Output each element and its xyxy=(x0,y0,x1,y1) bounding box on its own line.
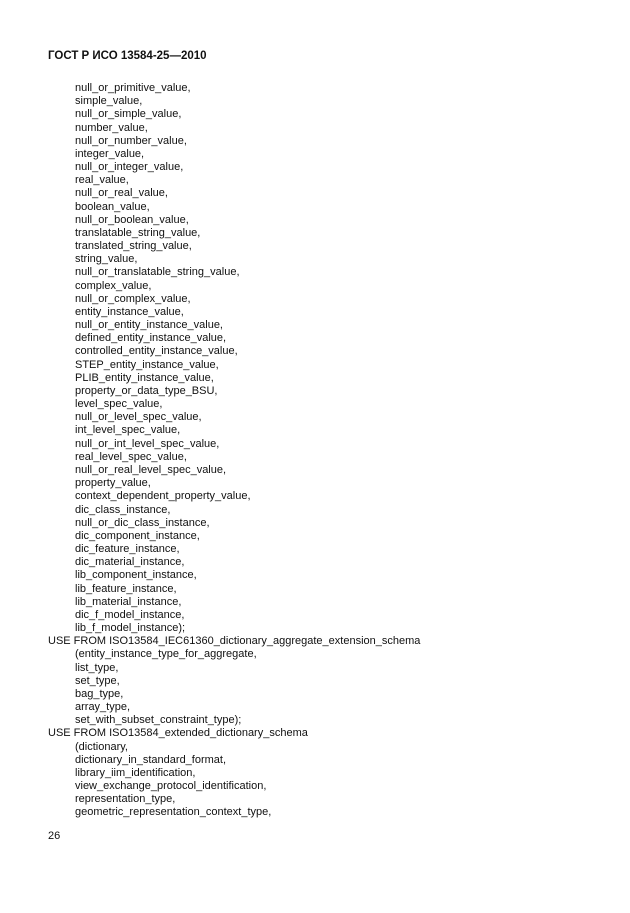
schema-line: view_exchange_protocol_identification, xyxy=(75,780,267,793)
schema-line: controlled_entity_instance_value, xyxy=(75,345,238,358)
schema-line: null_or_dic_class_instance, xyxy=(75,516,210,529)
schema-line: set_with_subset_constraint_type); xyxy=(75,714,242,727)
schema-line: array_type, xyxy=(75,701,131,714)
schema-line: integer_value, xyxy=(75,147,145,160)
document-header: ГОСТ Р ИСО 13584-25—2010 xyxy=(48,50,207,62)
schema-line: string_value, xyxy=(75,253,138,266)
schema-line: dic_material_instance, xyxy=(75,556,185,569)
schema-line: defined_entity_instance_value, xyxy=(75,332,227,345)
schema-line: null_or_int_level_spec_value, xyxy=(75,437,220,450)
schema-text-block xyxy=(48,82,420,820)
schema-line: PLIB_entity_instance_value, xyxy=(75,371,214,384)
schema-line: simple_value, xyxy=(75,95,143,108)
page-number: 26 xyxy=(48,830,61,842)
schema-line: null_or_real_level_spec_value, xyxy=(75,463,227,476)
schema-line: property_or_data_type_BSU, xyxy=(75,384,218,397)
schema-line: lib_component_instance, xyxy=(75,569,197,582)
schema-line: lib_f_model_instance); xyxy=(75,622,186,635)
schema-line: translated_string_value, xyxy=(75,240,192,253)
schema-line: real_value, xyxy=(75,174,129,187)
schema-line: (entity_instance_type_for_aggregate, xyxy=(75,648,257,661)
schema-line: representation_type, xyxy=(75,793,176,806)
schema-line: lib_material_instance, xyxy=(75,595,182,608)
schema-line: null_or_boolean_value, xyxy=(75,213,189,226)
schema-line: translatable_string_value, xyxy=(75,226,201,239)
schema-line: context_dependent_property_value, xyxy=(75,490,251,503)
use-from-statement: USE FROM ISO13584_IEC61360_dictionary_aggregate_extension_schema xyxy=(48,635,421,648)
schema-line: null_or_level_spec_value, xyxy=(75,411,202,424)
schema-line: level_spec_value, xyxy=(75,398,163,411)
schema-line: null_or_real_value, xyxy=(75,187,168,200)
schema-line: null_or_primitive_value, xyxy=(75,82,191,94)
schema-line: dictionary_in_standard_format, xyxy=(75,753,227,766)
schema-line: real_level_spec_value, xyxy=(75,450,187,463)
schema-line: lib_feature_instance, xyxy=(75,582,177,595)
schema-line: null_or_translatable_string_value, xyxy=(75,266,240,279)
schema-line: STEP_entity_instance_value, xyxy=(75,358,219,371)
schema-line: dic_feature_instance, xyxy=(75,543,180,556)
schema-line: property_value, xyxy=(75,477,151,490)
schema-line: dic_component_instance, xyxy=(75,529,200,542)
schema-line: (dictionary, xyxy=(75,740,128,753)
schema-line: geometric_representation_context_type, xyxy=(75,806,272,819)
schema-line: null_or_integer_value, xyxy=(75,161,184,174)
schema-line: boolean_value, xyxy=(75,200,150,213)
schema-line: number_value, xyxy=(75,121,148,134)
schema-line: complex_value, xyxy=(75,279,152,292)
schema-line: bag_type, xyxy=(75,687,124,700)
schema-line: dic_class_instance, xyxy=(75,503,171,516)
schema-line: null_or_number_value, xyxy=(75,134,187,147)
schema-line: entity_instance_value, xyxy=(75,305,184,318)
schema-line: int_level_spec_value, xyxy=(75,424,181,437)
schema-line: dic_f_model_instance, xyxy=(75,608,185,621)
schema-line: null_or_complex_value, xyxy=(75,292,191,305)
schema-line: null_or_entity_instance_value, xyxy=(75,319,223,332)
use-from-statement: USE FROM ISO13584_extended_dictionary_schema xyxy=(48,727,308,740)
schema-line: set_type, xyxy=(75,674,120,687)
schema-line: library_iim_identification, xyxy=(75,766,196,779)
schema-line: list_type, xyxy=(75,661,119,674)
schema-line: null_or_simple_value, xyxy=(75,108,182,121)
